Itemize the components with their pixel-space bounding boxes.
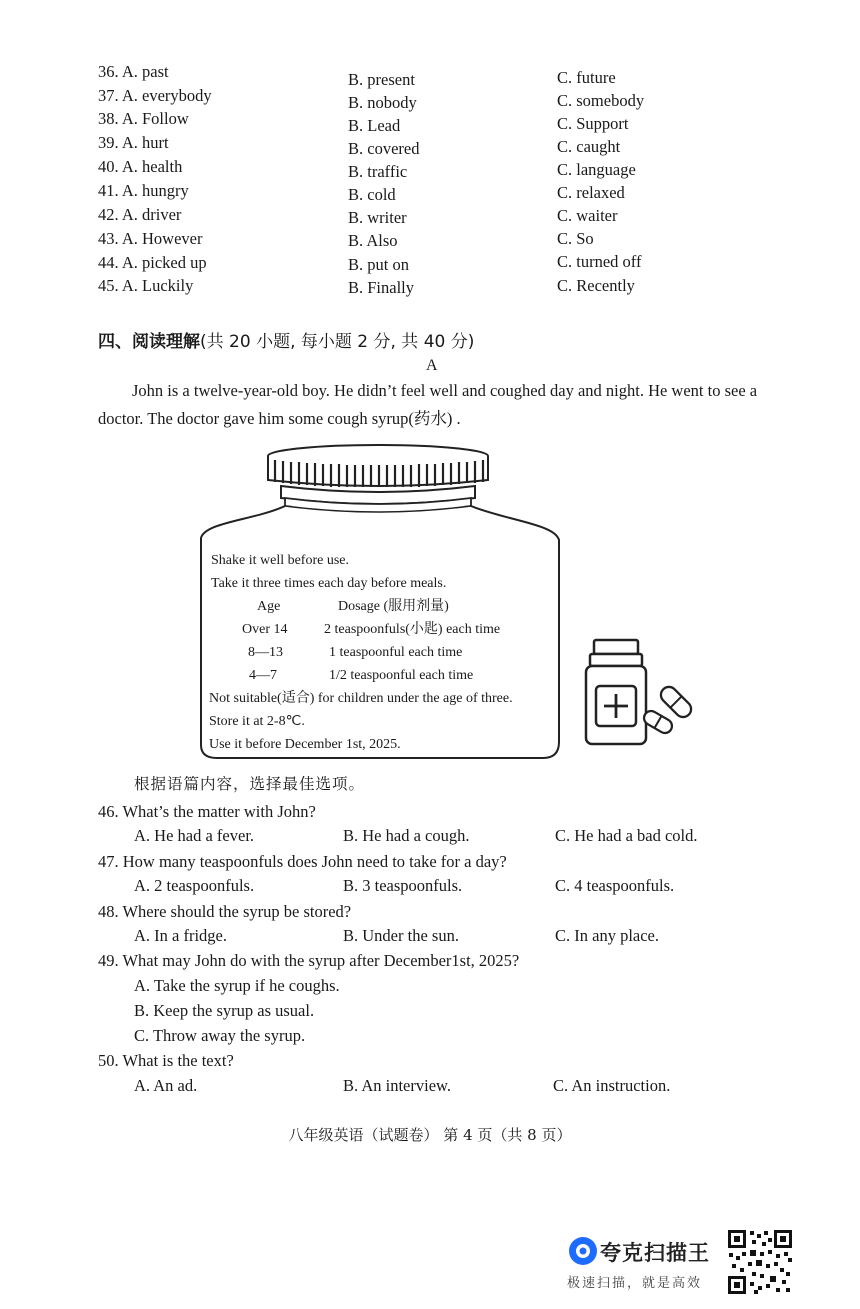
label-dosage-row-3: 1/2 teaspoonful each time	[329, 668, 474, 683]
page-footer: 八年级英语（试题卷） 第 4 页（共 8 页）	[288, 1126, 572, 1144]
option-37b: B. nobody	[348, 93, 417, 112]
question-49: 49. What may John do with the syrup after December1st, 2025?	[98, 951, 520, 970]
option-44c: C. turned off	[557, 252, 642, 271]
label-line-suitable: Not suitable(适合) for children under the age of three.	[209, 691, 513, 706]
scanner-brand: 夸克扫描王	[600, 1241, 710, 1265]
option-36c: C. future	[557, 68, 616, 87]
label-age-row-3: 4—7	[249, 668, 277, 683]
passage-letter: A	[426, 357, 438, 374]
option-40a: 40. A. health	[98, 157, 183, 176]
option-38b: B. Lead	[348, 116, 401, 135]
q50-option-b: B. An interview.	[343, 1076, 451, 1095]
q50-option-c: C. An instruction.	[553, 1076, 671, 1095]
label-dosage-row-1: 2 teaspoonfuls(小匙) each time	[324, 622, 501, 637]
option-41b: B. cold	[348, 185, 396, 204]
q47-option-b: B. 3 teaspoonfuls.	[343, 876, 463, 895]
section-title: 四、阅读理解	[98, 332, 200, 352]
label-line-shake: Shake it well before use.	[211, 553, 350, 568]
label-line-take: Take it three times each day before meals.	[211, 576, 447, 591]
option-45a: 45. A. Luckily	[98, 276, 194, 295]
question-50: 50. What is the text?	[98, 1051, 234, 1070]
option-36b: B. present	[348, 70, 415, 89]
option-42c: C. waiter	[557, 206, 618, 225]
section-note: (共 20 小题, 每小题 2 分, 共 40 分)	[200, 332, 475, 352]
question-46: 46. What’s the matter with John?	[98, 802, 316, 821]
q48-option-b: B. Under the sun.	[343, 926, 459, 945]
option-43b: B. Also	[348, 231, 398, 250]
option-38c: C. Support	[557, 114, 629, 133]
option-39b: B. covered	[348, 139, 420, 158]
option-45c: C. Recently	[557, 276, 635, 295]
passage-text: John is a twelve-year-old boy. He didn’t feel well and coughed day and night. He went to see a doctor. The doctor gave him some cough syrup(药水) .	[98, 381, 758, 428]
option-40c: C. language	[557, 160, 636, 179]
question-48: 48. Where should the syrup be stored?	[98, 902, 352, 921]
medicine-bottle-icon	[580, 638, 705, 748]
label-dosage-header: Dosage (服用剂量)	[338, 599, 449, 614]
option-45b: B. Finally	[348, 278, 415, 297]
option-36a: 36. A. past	[98, 62, 169, 81]
q46-option-b: B. He had a cough.	[343, 826, 470, 845]
option-40b: B. traffic	[348, 162, 408, 181]
option-41a: 41. A. hungry	[98, 181, 189, 200]
label-line-store: Store it at 2-8℃.	[209, 714, 305, 729]
q48-option-c: C. In any place.	[555, 926, 660, 945]
option-42a: 42. A. driver	[98, 205, 182, 224]
q50-option-a: A. An ad.	[134, 1076, 198, 1095]
q48-option-a: A. In a fridge.	[134, 926, 228, 945]
option-39c: C. caught	[557, 137, 621, 156]
q49-option-b: B. Keep the syrup as usual.	[134, 1001, 315, 1020]
section-heading	[98, 327, 474, 352]
instruction: 根据语篇内容，选择最佳选项。	[134, 775, 366, 793]
q46-option-a: A. He had a fever.	[134, 826, 255, 845]
qr-code-icon	[726, 1228, 794, 1296]
option-38a: 38. A. Follow	[98, 109, 189, 128]
q47-option-c: C. 4 teaspoonfuls.	[555, 876, 675, 895]
option-44b: B. put on	[348, 255, 409, 274]
label-age-row-2: 8—13	[248, 645, 283, 660]
option-41c: C. relaxed	[557, 183, 625, 202]
label-age-header: Age	[257, 599, 281, 614]
option-37c: C. somebody	[557, 91, 645, 110]
label-age-row-1: Over 14	[242, 622, 288, 637]
q49-option-c: C. Throw away the syrup.	[134, 1026, 306, 1045]
quark-logo-icon	[568, 1236, 598, 1266]
option-43c: C. So	[557, 229, 594, 248]
option-42b: B. writer	[348, 208, 407, 227]
q49-option-a: A. Take the syrup if he coughs.	[134, 976, 340, 995]
label-dosage-row-2: 1 teaspoonful each time	[329, 645, 463, 660]
q46-option-c: C. He had a bad cold.	[555, 826, 698, 845]
q47-option-a: A. 2 teaspoonfuls.	[134, 876, 255, 895]
scanner-slogan: 极速扫描，就是高效	[567, 1276, 703, 1291]
option-37a: 37. A. everybody	[98, 86, 212, 105]
option-39a: 39. A. hurt	[98, 133, 169, 152]
option-44a: 44. A. picked up	[98, 253, 207, 272]
option-43a: 43. A. However	[98, 229, 203, 248]
question-47: 47. How many teaspoonfuls does John need to take for a day?	[98, 852, 507, 871]
label-line-use-before: Use it before December 1st, 2025.	[209, 737, 401, 752]
